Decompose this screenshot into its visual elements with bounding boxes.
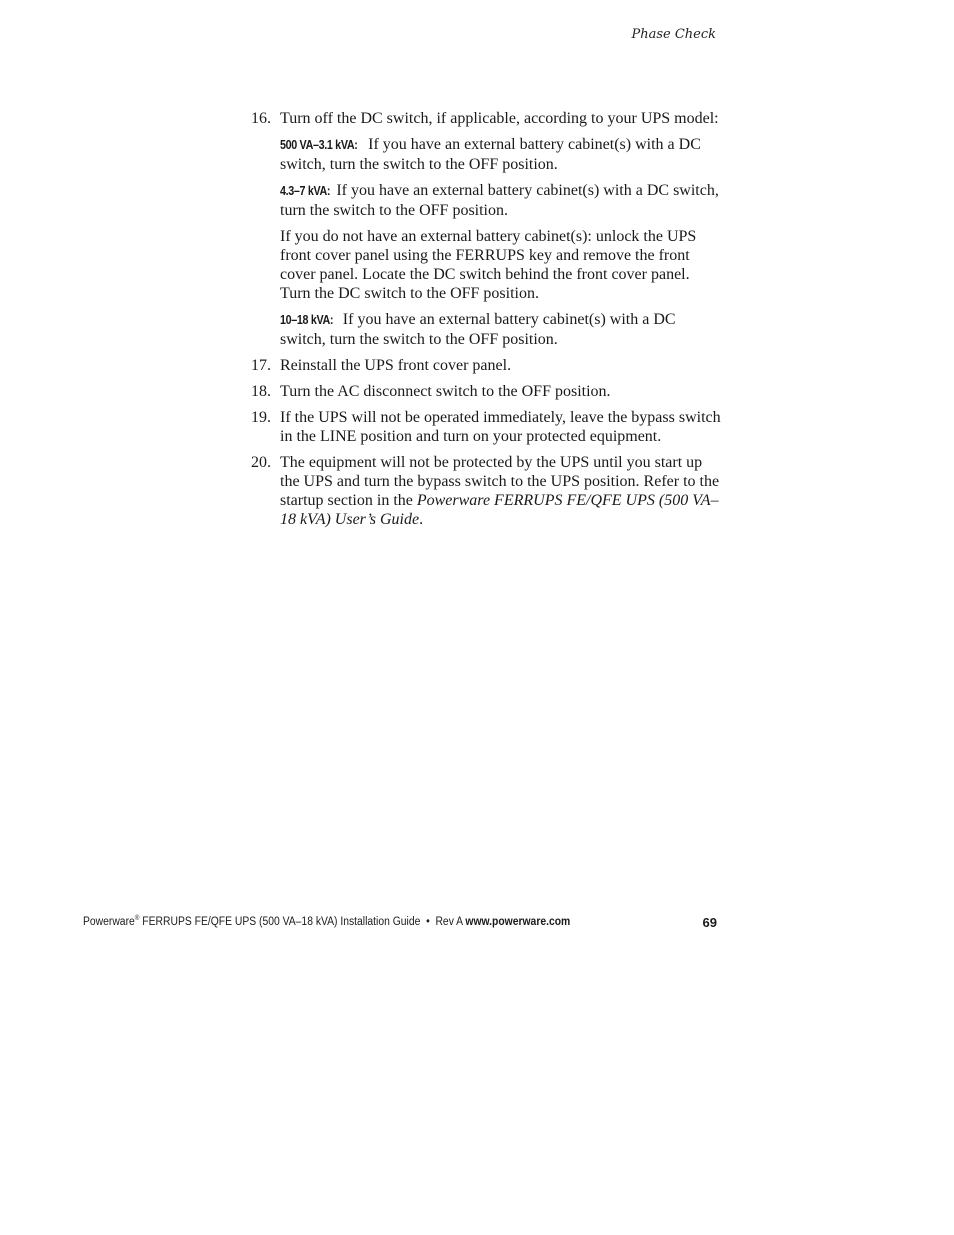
model-label: 10–18 kVA: — [280, 313, 334, 327]
procedure-steps — [251, 109, 721, 536]
step-number: 17. — [251, 357, 271, 374]
footer-website-link[interactable]: www.powerware.com — [465, 915, 571, 928]
step-text: If the UPS will not be operated immediately, leave the bypass switch in the LINE position and turn on your protected equipment. — [280, 409, 721, 445]
model-note-500va — [280, 135, 721, 174]
step-16 — [251, 109, 721, 349]
model-note-text: If you have an external battery cabinet(s) with a DC switch, turn the switch to the OFF position. — [280, 136, 701, 173]
step-number: 19. — [251, 409, 271, 426]
model-label: 500 VA–3.1 kVA: — [280, 138, 358, 152]
guide-title: Powerware FERRUPS FE/QFE UPS (500 VA–18 kVA) User’s Guide — [280, 492, 719, 528]
step-18 — [251, 382, 721, 401]
step-text — [280, 453, 721, 529]
step-number: 20. — [251, 454, 271, 471]
step-text-main: The equipment will not be protected by the UPS until you start up the UPS and turn the bypass switch to the UPS position. Refer to the startup section in the — [280, 454, 720, 509]
running-header: Phase Check — [631, 27, 716, 42]
footer-document-title — [83, 915, 570, 928]
step-20 — [251, 453, 721, 529]
registered-mark: ® — [134, 915, 140, 922]
page-footer — [83, 915, 717, 928]
model-note-text: If you have an external battery cabinet(s) with a DC switch, turn the switch to the OFF position. — [280, 182, 719, 219]
page-number: 69 — [702, 915, 717, 930]
model-note-text: If you have an external battery cabinet(s) with a DC switch, turn the switch to the OFF position. — [280, 311, 676, 348]
footer-brand: Powerware — [83, 915, 135, 928]
model-label: 4.3–7 kVA: — [280, 184, 331, 198]
step-text: Turn off the DC switch, if applicable, according to your UPS model: — [280, 110, 719, 127]
step-text-end: . — [419, 511, 424, 528]
step-17 — [251, 356, 721, 375]
step-number: 18. — [251, 383, 271, 400]
step-text: Turn the AC disconnect switch to the OFF position. — [280, 383, 611, 400]
footer-title: FERRUPS FE/QFE UPS (500 VA–18 kVA) Installation Guide • Rev A — [139, 915, 466, 928]
model-note-10kva — [280, 310, 721, 349]
model-note-4kva — [280, 181, 721, 220]
step-text: Reinstall the UPS front cover panel. — [280, 357, 512, 374]
step-number: 16. — [251, 110, 271, 127]
model-note-no-cabinet: If you do not have an external battery cabinet(s): unlock the UPS front cover panel using the FERRUPS key and remove the front cover panel. Locate the DC switch behind the front cover panel. Turn the DC switch to the OFF position. — [280, 228, 697, 302]
step-19 — [251, 408, 721, 446]
